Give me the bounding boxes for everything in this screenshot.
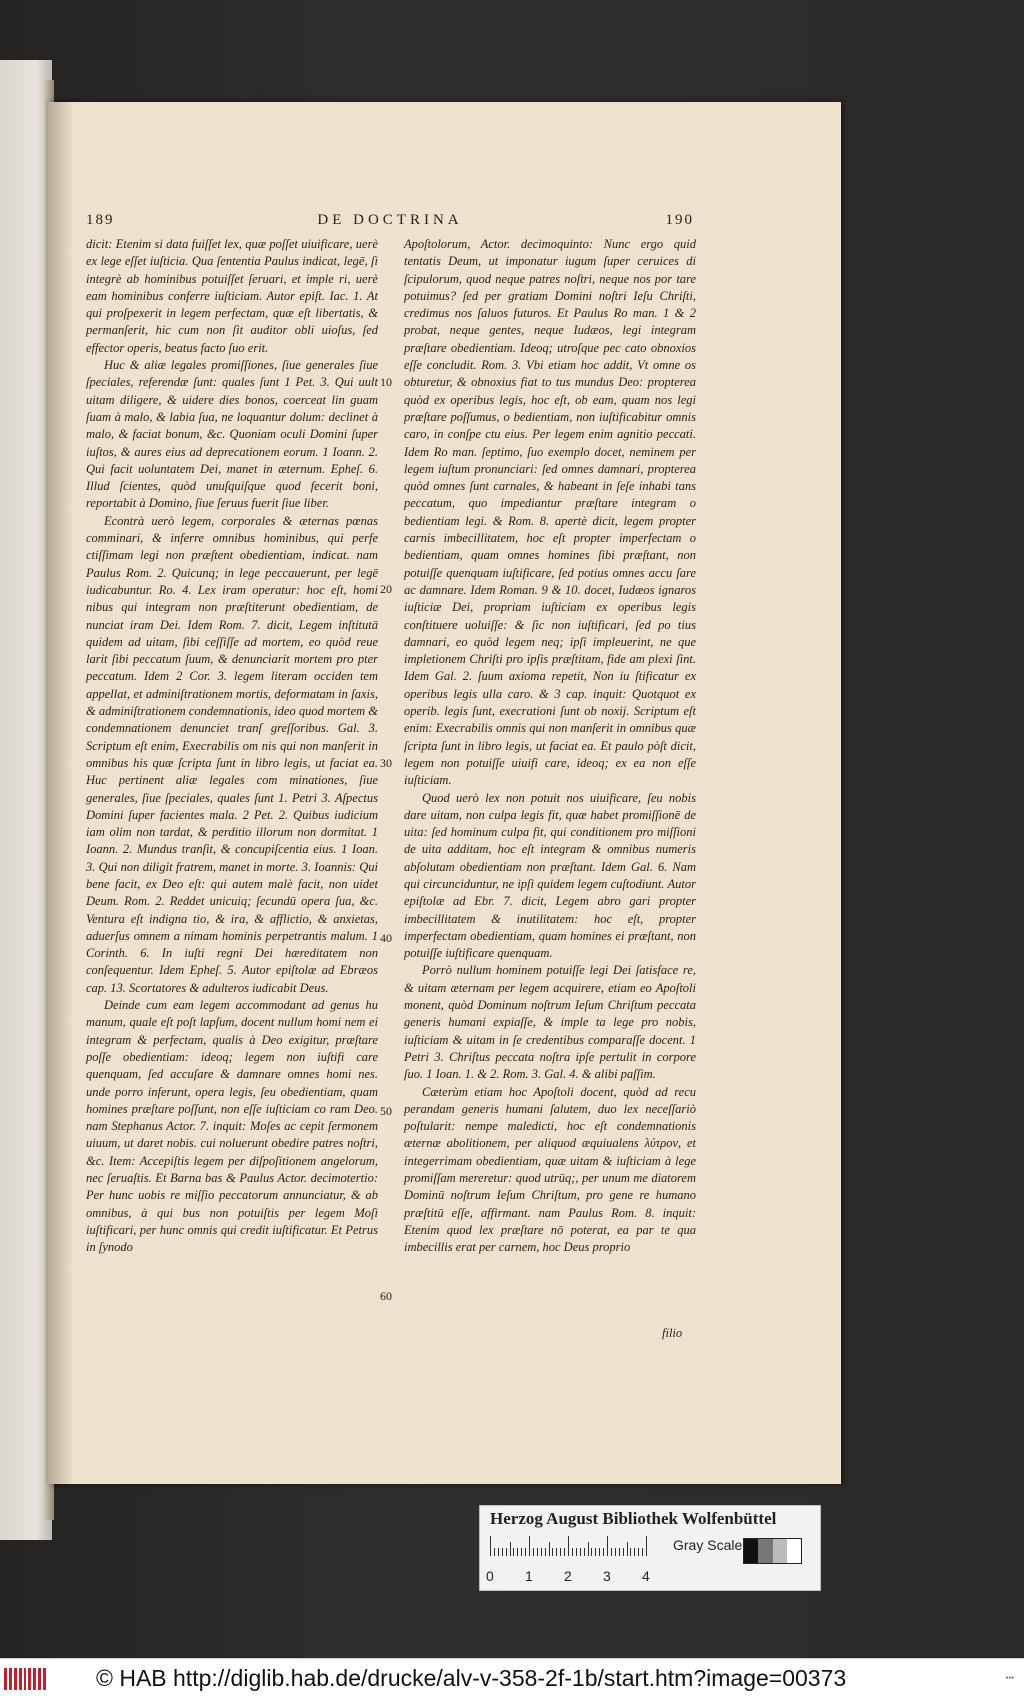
text-column-right: [404, 236, 696, 1257]
line-number: 40: [380, 931, 392, 945]
ruler-tick: [502, 1548, 503, 1556]
logo-bar: [43, 1668, 46, 1690]
ruler-tick: [537, 1548, 538, 1556]
ruler-tick: [521, 1548, 522, 1556]
ruler-number: 1: [525, 1568, 533, 1584]
ruler-number: 4: [642, 1568, 650, 1584]
ruler-tick: [576, 1548, 577, 1556]
running-title: DE DOCTRINA: [317, 212, 463, 228]
ruler-tick: [529, 1536, 530, 1556]
gray-swatch: [787, 1539, 801, 1563]
gray-swatch: [758, 1539, 772, 1563]
paragraph: Porrò nullum hominem potuiſſe legi Dei ſatisface re, & uitam æternam per legem acquirere, etiam eo Apoſtoli monent, quòd Dominum noſtrum Ieſum Chriſtum peccata generis humani expiaſſe, & imple ta lege pro nobis, iuſticiam & uitam in ſe credentibus comparaſſe docent. 1 Petri 3. Chriſtus peccata noſtra ipſe pertulit in corpore ſuo. 1 Ioan. 1. & 2. Rom. 3. Gal. 4. & alibi paſſim.: [404, 963, 696, 1082]
ruler-icon: [490, 1536, 660, 1566]
ruler-tick: [638, 1548, 639, 1556]
ruler-labels: [486, 1568, 690, 1584]
ruler-tick: [611, 1548, 612, 1556]
paragraph: Huc & aliæ legales promiſſiones, ſiue generales ſiue ſpeciales, referendæ ſunt: quales ſunt 1 Pet. 3. Qui uult uitam diligere, & uidere dies bonos, coerceat lin guam ſuam à malo, & labia ſua, ne loquantur dolum: declinet à malo, & faciat bonum, &c. Quoniam oculi Domini ſuper iuſtos, & aures eius ad deprecationem eorum. 1 Ioann. 2. Qui facit uoluntatem Dei, manet in æternum. Epheſ. 6. Illud ſcientes, quòd unuſquiſque quod fecerit boni, reportabit à Domino, ſiue ſeruus fuerit ſiue liber.: [86, 358, 378, 511]
hab-logo-icon: [4, 1668, 46, 1690]
ruler-tick: [642, 1548, 643, 1556]
ruler-tick: [607, 1536, 608, 1556]
logo-bar: [28, 1668, 31, 1690]
ruler-tick: [498, 1548, 499, 1556]
line-number: 60: [380, 1289, 392, 1303]
ruler-tick: [545, 1548, 546, 1556]
footer-bar: [0, 1658, 1024, 1700]
paragraph: Quod uerò lex non potuit nos uiuificare, ſeu nobis dare uitam, non culpa legis fit, quæ habet promiſſionē de uita: ſed hominum culpa fit, qui conditionem pro miſſioni de uita additam, hoc eſt integram & omnibus numeris abſolutam obedientiam non præſtant. Idem Gal. 6. Nam qui circunciduntur, ne ipſi quidem legem cuſtodiunt. Autor epiſtolæ ad Ebr. 7. dicit, Legem abro gari propter imbecillitatem & inutilitatem: hoc eſt, propter imperfectam obedientiam, quam homines ei præſtant, non potuiſſe iuſtificare quenquam.: [404, 790, 696, 961]
ruler-tick: [572, 1548, 573, 1556]
ruler-tick: [580, 1548, 581, 1556]
ruler-tick: [595, 1548, 596, 1556]
ruler-tick: [603, 1548, 604, 1556]
ruler-tick: [513, 1548, 514, 1556]
page-gutter: [48, 102, 74, 1484]
gray-swatch: [744, 1539, 758, 1563]
gray-scale-swatches: [743, 1538, 802, 1564]
catchword: filio: [662, 1326, 683, 1340]
paragraph: Apoſtolorum, Actor. decimoquinto: Nunc ergo quid tentatis Deum, ut imponatur iugum ſuper ceruices di ſcipulorum, quod neque patres noſtri, neque nos por tare potuimus? ſed per gratiam Domini noſtri Ieſu Chriſti, credimus nos ſaluos futuros. Et Paulus Ro man. 1 & 2 probat, neque gentes, neque Iudæos, legi integram præſtare obedientiam. Ideoq; utroſque pec cato obnoxios eſſe concludit. Rom. 3. Vbi etiam hoc addit, Vt omne os obturetur, & obnoxius fiat to tus mundus Deo: propterea quòd ex operibus legis, hoc eſt, ob eam, quam nos legi præſtare poſſumus, o bedientiam, non iuſtificabitur omnis caro, in conſpe ctu eius. Per legem enim agnitio peccati. Idem Ro man. ſeptimo, ſuo exemplo docet, neminem per legem iuſtum pronunciari: ſed omnes damnari, propterea quòd omnes ſunt carnales, & habeant in ſeſe inhabi tans peccatum, quo impediantur præſtare integram o bedientiam legi. & Rom. 8. apertè dicit, legem propter carnis imbecillitatem, hoc eſt propter imperfectam o bedientiam, quam omnes homines ſibi præſtant, non potuiſſe quenquam iuſtificare, ſed potius omnes accu ſare ac damnare. Idem Roman. 9 & 10. docet, Iudæos ignaros iuſticiæ Dei, propriam iuſticiam ex operibus legis conſtituere uoluiſſe: & ſic non iuſtificari, ſed po tius damnari, eo quòd legem neq; ipſi impleuerint, ne que impletionem Chriſti pro ipſis præſtitam, fide am plexi ſint. Idem Gal. 2. ſuum axioma repetit, Non iu ſtificatur ex operibus legis ulla caro. & 3 cap. inquit: Quotquot ex operib. legis ſunt, execrationi ſunt ob noxij. Scriptum eſt enim: Execrabilis omnis qui non manſerit in omnibus quæ ſcripta ſunt in libro legis, ut faciat ea. Et paulo pòſt dicit, legem non potuiſſe uiuifi care, ideoq; ex ea non eſſe iuſticiam.: [404, 237, 696, 788]
gray-swatch: [773, 1539, 787, 1563]
paragraph: Cæterùm etiam hoc Apoſtoli docent, quòd ad recu perandam generis humani ſalutem, duo lex neceſſariò poſtularit: nempe maledicti, hoc eſt condemnationis æternæ abolitionem, per aliquod æquiualens λύτρον, et integerrimam obedientiam, quæ uitam & iuſticiam à lege promiſſam mereretur: quod utrūq;, per unum me diatorem Dominū noſtrum Ieſum Chriſtum, pro gene re humano præſtitū eſſe, affirmant. nam Paulus Rom. 8. inquit: Etenim quod lex præſtare nō poterat, ea par te qua imbecillis erat per carnem, hoc Deus proprio: [404, 1084, 696, 1255]
ruler-tick: [623, 1548, 624, 1556]
logo-bar: [4, 1668, 7, 1690]
line-number: 30: [380, 756, 392, 770]
color-scale-card: [479, 1505, 821, 1591]
line-number: 50: [380, 1104, 392, 1118]
ruler-number: 0: [486, 1568, 494, 1584]
ruler-tick: [533, 1548, 534, 1556]
ruler-tick: [490, 1536, 491, 1556]
ruler-tick: [552, 1548, 553, 1556]
ruler-tick: [510, 1542, 511, 1556]
paragraph: dicit: Etenim si data fuiſſet lex, quæ poſſet uiuificare, uerè ex lege eſſet iuſticia. Qua ſententia Paulus indicat, legē, ſi integrè ab hominibus potuiſſet ſeruari, et imple ri, uerè eam hominibus conferre iuſticiam. Autor epiſt. Iac. 1. At qui proſpexerit in legem perfectam, quæ eſt libertatis, & permanſerit, hic cum non ſit auditor obli uioſus, ſed effector operis, beatus facto ſuo erit.: [86, 237, 378, 355]
folio-left: 189: [86, 212, 115, 228]
logo-bar: [33, 1668, 36, 1690]
paragraph: Econtrà uerò legem, corporales & æternas pœnas comminari, & inferre omnibus hominibus, qui perfe ctiſſimam legi non præſtent obedientiam, indicat. nam Paulus Rom. 2. Quicunq; in lege peccauerunt, per legē iudicabuntur. Ro. 4. Lex iram operatur: hoc eſt, homi nibus qui integram non præſtiterunt obedientiam, de nunciat iram Dei. Idem Rom. 7. dicit, Legem inſtitutā quidem ad uitam, ſibi ceſſiſſe ad mortem, eo quòd reue larit ſibi peccatum ſuum, & denunciarit mortem pro pter peccatum. Idem 2 Cor. 3. legem literam occiden tem appellat, et adminiſtrationem mortis, deformatam in ſaxis, & adminiſtrationem condemnationis, ideo quod mortem & condemnationem denunciet tranſ greſſoribus. Gal. 3. Scriptum eſt enim, Execrabilis om nis qui non manſerit in omnibus his quæ ſcripta ſunt in libro legis, ut faciat ea. Huc pertinent aliæ legales com minationes, ſiue generales, ſiue ſpeciales, quales ſunt 1. Petri 3. Aſpectus Domini ſuper facientes mala. 2 Pet. 2. Quibus iudicium iam olim non tardat, & perditio illorum non dormitat. 1 Ioann. 2. Mundus tranſit, & concupiſcentia eius. 1 Ioan. 3. Qui non diligit fratrem, manet in morte. 3. Ioannis: Qui bene facit, ex Deo eſt: qui autem malè facit, non uidet Deum. Rom. 2. Reddet unicuiq; ſecundū opera ſua, &c. Ventura eſt indigna tio, & ira, & afflictio, & anxietas, aduerſus omnem a nimam hominis perpetrantis malum. 1 Corinth. 6. In iuſti regni Dei hæreditatem non conſequentur. Idem Epheſ. 5. Autor epiſtolæ ad Ebræos cap. 13. Scortatores & adulteros iudicabit Deus.: [86, 513, 378, 995]
ruler-tick: [584, 1548, 585, 1556]
ruler-tick: [549, 1542, 550, 1556]
running-head: [86, 212, 694, 234]
line-number: 20: [380, 582, 392, 596]
ruler-number: 2: [564, 1568, 572, 1584]
text-column-left: [86, 236, 378, 1257]
ruler-tick: [599, 1548, 600, 1556]
ruler-tick: [591, 1548, 592, 1556]
ruler-tick: [615, 1548, 616, 1556]
ruler-tick: [560, 1548, 561, 1556]
logo-bar: [38, 1668, 41, 1690]
ruler-tick: [517, 1548, 518, 1556]
ruler-tick: [627, 1542, 628, 1556]
library-name: Herzog August Bibliothek Wolfenbüttel: [490, 1509, 777, 1528]
source-url[interactable]: © HAB http://diglib.hab.de/drucke/alv-v-358-2f-1b/start.htm?image=00373: [96, 1665, 847, 1691]
ruler-tick: [646, 1536, 647, 1556]
logo-bar: [9, 1668, 12, 1690]
logo-bar: [24, 1668, 27, 1690]
ruler-tick: [634, 1548, 635, 1556]
ruler-tick: [494, 1548, 495, 1556]
footer-marker: ▪▪▪: [1005, 1673, 1014, 1682]
ruler-tick: [630, 1548, 631, 1556]
ruler-tick: [541, 1548, 542, 1556]
ruler-tick: [588, 1542, 589, 1556]
ruler-tick: [568, 1536, 569, 1556]
gray-scale-label: Gray Scale: [673, 1537, 743, 1553]
ruler-tick: [525, 1548, 526, 1556]
ruler-tick: [506, 1548, 507, 1556]
logo-bar: [14, 1668, 17, 1690]
ruler-tick: [556, 1548, 557, 1556]
ruler-number: 3: [603, 1568, 611, 1584]
logo-bar: [19, 1668, 22, 1690]
ruler-tick: [619, 1548, 620, 1556]
ruler-tick: [564, 1548, 565, 1556]
folio-right: 190: [665, 212, 694, 228]
line-number: 10: [380, 375, 392, 389]
paragraph: Deinde cum eam legem accommodant ad genus hu manum, quale eſt poſt lapſum, docent nullum homi nem ei integram & perfectam, qualis à Deo exigitur, præſtare poſſe obedientiam: ideoq; legem non iuſtifi care quenquam, ſed accuſare & damnare omnes homi nes. unde porro inferunt, opera legis, ſeu obedientiam, quam homines præſtare poſſunt, non eſſe iuſticiam co ram Deo. nam Stephanus Actor. 7. inquit: Moſes ac cepit ſermonem uiuum, ut daret nobis. cui noluerunt obedire patres noſtri, &c. Item: Accepiſtis legem per diſpoſitionem angelorum, nec ſeruaſtis. Et Barna bas & Paulus Actor. decimotertio: Per hunc uobis re miſſio peccatorum annunciatur, & ab omnibus, à qui bus non potuiſtis per legem Moſi iuſtificari, per hunc omnis qui credit iuſtificatur. Et Petrus in ſynodo: [86, 998, 378, 1255]
